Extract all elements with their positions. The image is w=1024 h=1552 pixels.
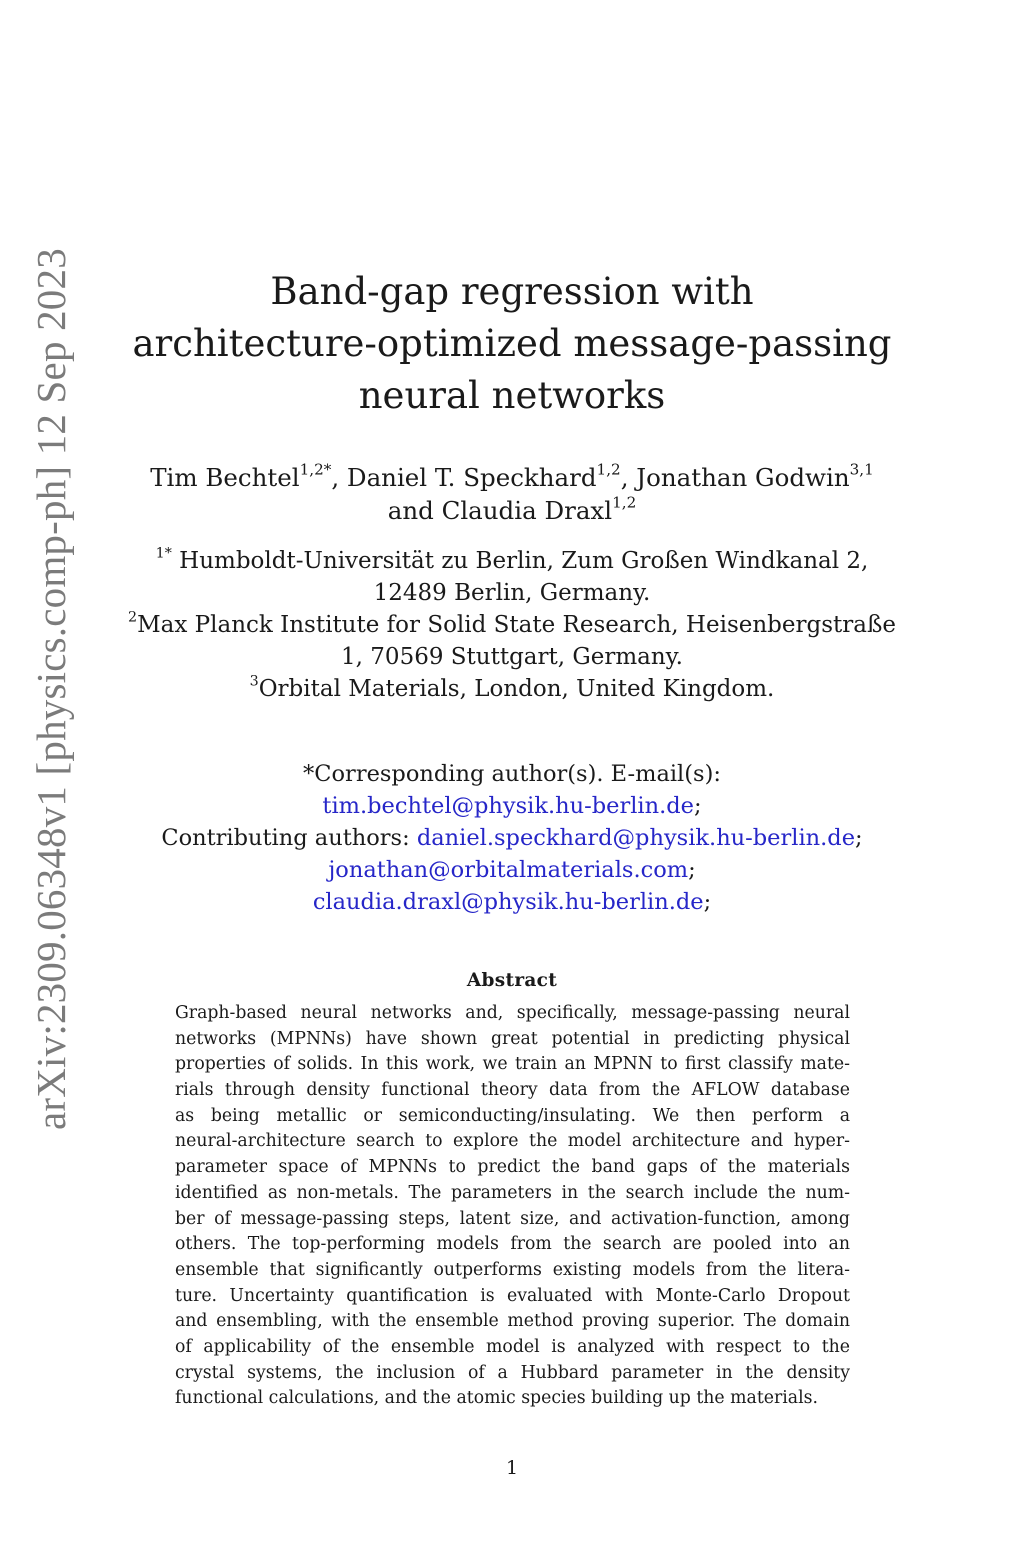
abstract-line: properties of solids. In this work, we train an MPNN to first classify mate- — [175, 1054, 850, 1075]
abstract-line: networks (MPNNs) have shown great potential in predicting physical — [175, 1028, 850, 1049]
author-name: and Claudia Draxl — [387, 496, 613, 525]
paper-title — [0, 266, 1024, 422]
separator: ; — [688, 857, 696, 883]
arxiv-sidebar-stamp: arXiv:2309.06348v1 [physics.comp-ph] 12 Sep 2023 — [28, 248, 74, 1130]
affiliation-text: 1, 70569 Stuttgart, Germany. — [341, 644, 683, 670]
correspondence-block — [0, 758, 1024, 918]
abstract-line: functional calculations, and the atomic species building up the materials. — [175, 1388, 818, 1409]
abstract-line: rials through density functional theory data from the AFLOW database — [175, 1080, 850, 1101]
page-number: 1 — [505, 1457, 519, 1479]
abstract-line: of applicability of the ensemble model is analyzed with respect to the — [175, 1336, 850, 1357]
affiliation-text: Humboldt-Universität zu Berlin, Zum Großen Windkanal 2, — [171, 548, 869, 574]
separator: ; — [855, 825, 863, 851]
affiliation-mark: 3 — [249, 673, 259, 690]
abstract-line: ture. Uncertainty quantification is evaluated with Monte-Carlo Dropout — [175, 1285, 850, 1306]
author-affiliation-mark: 1,2 — [596, 460, 621, 479]
separator: ; — [703, 889, 712, 915]
abstract-line: as being metallic or semiconducting/insulating. We then perform a — [175, 1105, 850, 1126]
abstract-line: crystal systems, the inclusion of a Hubbard parameter in the density — [175, 1362, 850, 1383]
author-affiliation-mark: 1,2* — [299, 460, 332, 479]
author-name: , Daniel T. Speckhard — [331, 463, 597, 492]
abstract-line: ensemble that significantly outperforms existing models from the litera- — [175, 1259, 850, 1280]
affiliation-text: Max Planck Institute for Solid State Research, Heisenbergstraße — [137, 612, 896, 638]
separator: ; — [693, 793, 702, 819]
email-link[interactable]: claudia.draxl@physik.hu-berlin.de — [312, 889, 704, 915]
abstract-line: others. The top-performing models from the search are pooled into an — [175, 1234, 850, 1255]
abstract-line: neural-architecture search to explore the model architecture and hyper- — [175, 1131, 850, 1152]
abstract-line: parameter space of MPNNs to predict the band gaps of the materials — [175, 1157, 850, 1178]
email-link[interactable]: jonathan@orbitalmaterials.com — [328, 857, 689, 883]
abstract-line: identified as non-metals. The parameters in the search include the num- — [175, 1182, 850, 1203]
author-name: Tim Bechtel — [150, 463, 300, 492]
abstract-heading: Abstract — [466, 970, 558, 991]
abstract-body — [175, 1001, 850, 1412]
contributing-label: Contributing authors: — [161, 825, 417, 851]
affiliations — [0, 545, 1024, 705]
correspondence-intro: *Corresponding author(s). E-mail(s): — [303, 761, 721, 787]
abstract-line: and ensembling, with the ensemble method proving superior. The domain — [175, 1311, 850, 1332]
email-link[interactable]: daniel.speckhard@physik.hu-berlin.de — [416, 825, 856, 851]
affiliation-text: Orbital Materials, London, United Kingdom. — [258, 676, 775, 702]
author-affiliation-mark: 3,1 — [849, 460, 874, 479]
affiliation-mark: 1* — [155, 545, 172, 562]
author-name: , Jonathan Godwin — [620, 463, 850, 492]
title-line: Band-gap regression with — [270, 270, 754, 313]
title-line: neural networks — [358, 374, 666, 417]
author-affiliation-mark: 1,2 — [612, 493, 637, 512]
abstract-line: Graph-based neural networks and, specifically, message-passing neural — [175, 1003, 850, 1023]
email-link[interactable]: tim.bechtel@physik.hu-berlin.de — [322, 793, 694, 819]
affiliation-mark: 2 — [128, 609, 138, 626]
title-line: architecture-optimized message-passing — [132, 322, 892, 365]
abstract-line: ber of message-passing steps, latent size, and activation-function, among — [175, 1208, 850, 1229]
author-list — [0, 461, 1024, 527]
affiliation-text: 12489 Berlin, Germany. — [373, 580, 651, 606]
